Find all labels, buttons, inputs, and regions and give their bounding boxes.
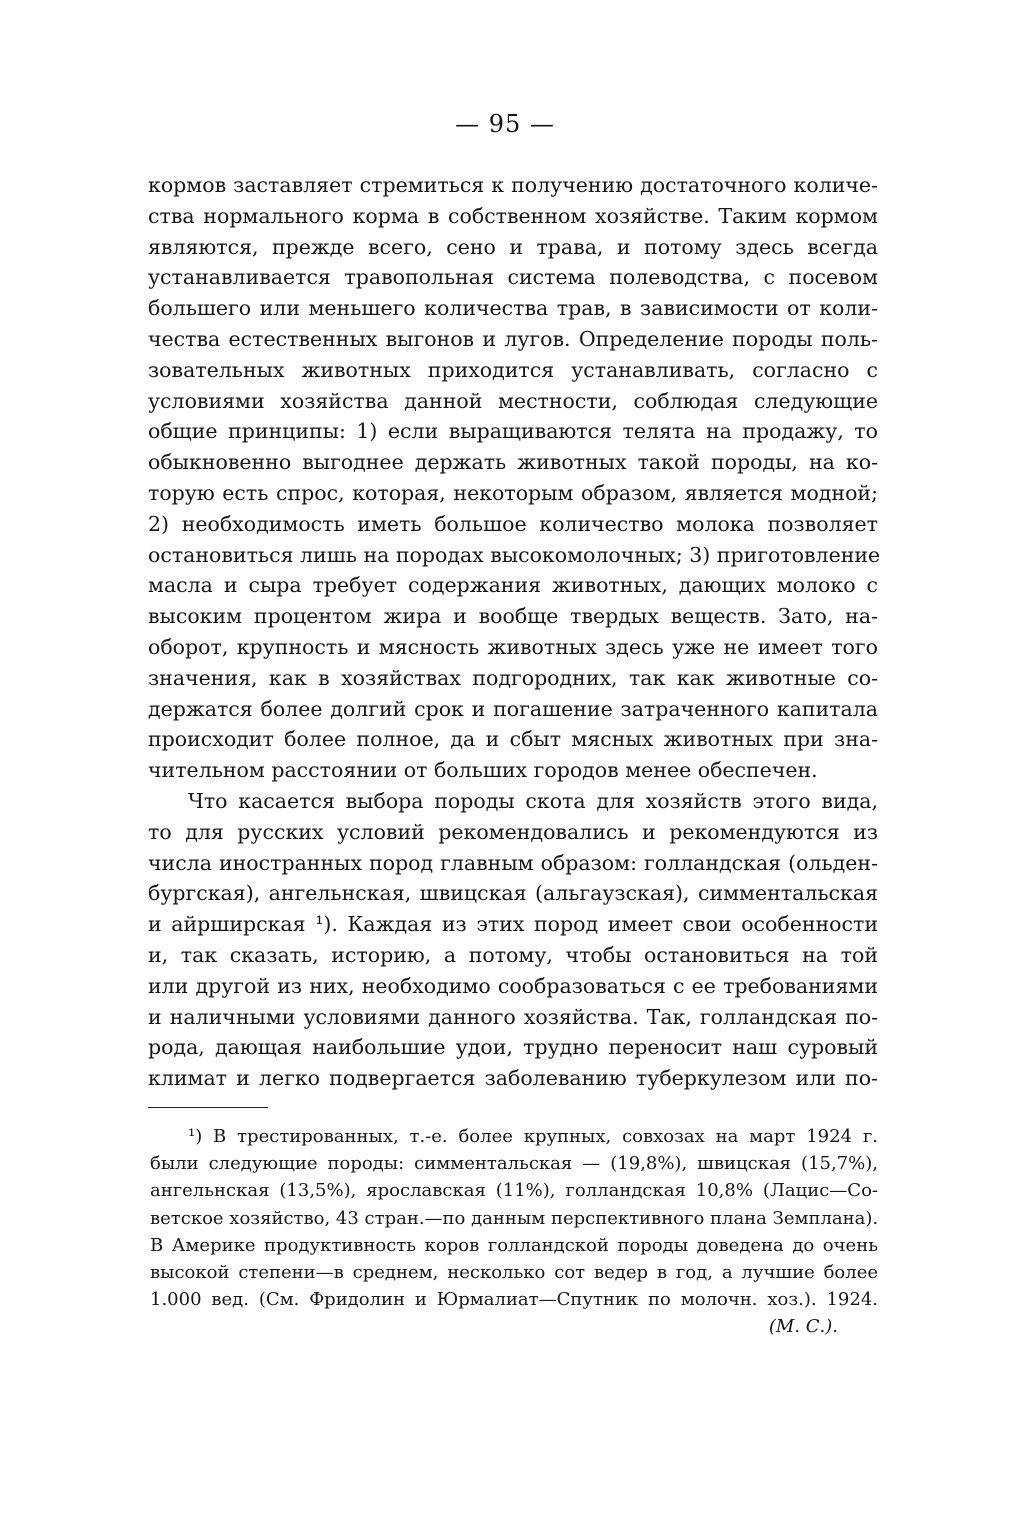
text-line: значения, как в хозяйствах подгородних, так как животные со- [148, 665, 878, 690]
text-line: держатся более долгий срок и погашение затраченного капитала [148, 696, 878, 721]
text-line: обыкновенно выгоднее держать животных такой породы, на ко- [148, 450, 878, 475]
footnote-signature: (М. С.). [768, 1316, 838, 1338]
footnote-line: В Америке продуктивность коров голландской породы доведена до очень [150, 1234, 878, 1256]
text-line: остановиться лишь на породах высокомолочных; 3) приготовление [148, 542, 881, 567]
footnote-line: ангельнская (13,5%), ярославская (11%), голландская 10,8% (Лацис—Со- [150, 1180, 878, 1202]
text-line: оборот, крупность и мясность животных здесь уже не имеет того [148, 634, 878, 659]
footnote-line: были следующие породы: симментальская — (19,8%), швицская (15,7%), [150, 1153, 878, 1175]
text-line: большего или меньшего количества трав, в зависимости от коли- [148, 296, 878, 321]
text-line: климат и легко подвергается заболеванию туберкулезом или по- [148, 1066, 878, 1091]
text-line: происходит более полное, да и сбыт мясных животных при зна- [148, 727, 878, 752]
text-line: высоким процентом жира и вообще твердых веществ. Зато, на- [148, 604, 878, 629]
text-line: и айрширская ¹). Каждая из этих пород имеет свои особенности [148, 912, 878, 937]
page-number: — 95 — [455, 110, 555, 138]
text-line: и наличными условиями данного хозяйства. Так, голландская по- [148, 1004, 878, 1029]
footnote-line: 1.000 вед. (См. Фридолин и Юрмалиат—Спутник по молочн. хоз.). 1924. [150, 1289, 878, 1311]
footnote-line: ветское хозяйство, 43 стран.—по данным перспективного плана Земплана). [150, 1207, 879, 1229]
text-line: общие принципы: 1) если выращиваются телята на продажу, то [148, 419, 878, 444]
text-line: кормов заставляет стремиться к получению достаточного количе- [148, 173, 878, 197]
text-line: устанавливается травопольная система полеводства, с посевом [148, 265, 878, 290]
text-line: чества естественных выгонов и лугов. Определение породы поль- [148, 326, 878, 351]
text-line: то для русских условий рекомендовались и рекомендуются из [148, 819, 878, 844]
text-line: условиями хозяйства данной местности, соблюдая следующие [148, 388, 878, 413]
text-line: зовательных животных приходится устанавливать, согласно с [148, 357, 878, 382]
text-line: бургская), ангельнская, швицская (альгаузская), симментальская [148, 881, 878, 906]
text-line: и, так сказать, историю, а потому, чтобы остановиться на той [148, 942, 878, 967]
text-line: числа иностранных пород главным образом: голландская (ольден- [148, 850, 878, 875]
text-line: ства нормального корма в собственном хозяйстве. Таким кормом [148, 203, 878, 228]
text-line: являются, прежде всего, сено и трава, и потому здесь всегда [148, 234, 878, 259]
text-line: Что касается выбора породы скота для хозяйств этого вида, [188, 788, 878, 813]
main-text [148, 170, 881, 1094]
footnote [150, 1123, 878, 1341]
text-line: масла и сыра требует содержания животных, дающих молоко с [148, 573, 878, 598]
text-line: рода, дающая наибольшие удои, трудно переносит наш суровый [148, 1035, 878, 1060]
footnote-line: ¹) В трестированных, т.-е. более крупных, совхозах на март 1924 г. [188, 1126, 878, 1147]
text-line: чительном расстоянии от больших городов менее обеспечен. [148, 758, 818, 783]
text-line: или другой из них, необходимо сообразоваться с ее требованиями [148, 973, 878, 998]
text-line: 2) необходимость иметь большое количество молока позволяет [148, 511, 878, 536]
footnote-line: высокой степени—в среднем, несколько сот ведер в год, а лучшие более [150, 1261, 878, 1283]
text-line: торую есть спрос, которая, некоторым образом, является модной; [148, 480, 878, 505]
footnote-divider [148, 1107, 268, 1108]
